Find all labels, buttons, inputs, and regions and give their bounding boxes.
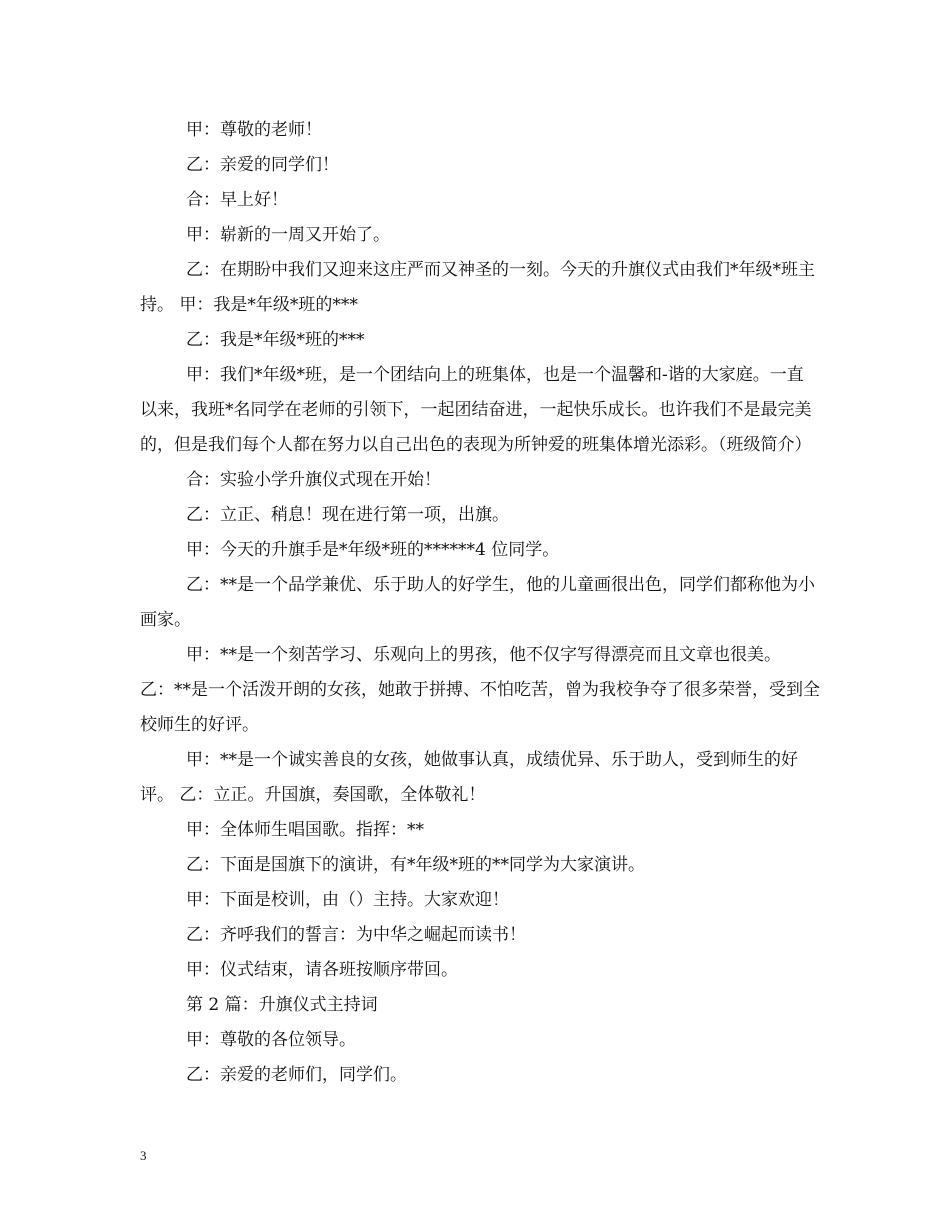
paragraph-17: 乙：齐呼我们的誓言：为中华之崛起而读书！ xyxy=(186,925,526,945)
paragraph-20: 甲：尊敬的各位领导。 xyxy=(186,1030,356,1050)
section-heading: 第 2 篇：升旗仪式主持词 xyxy=(186,995,378,1015)
paragraph-11: 乙：**是一个品学兼优、乐于助人的好学生，他的儿童画很出色，同学们都称他为小画家。 xyxy=(140,575,815,630)
paragraph-4: 甲：崭新的一周又开始了。 xyxy=(186,225,390,245)
paragraph-15: 乙：下面是国旗下的演讲，有*年级*班的**同学为大家演讲。 xyxy=(186,855,645,875)
paragraph-21: 乙：亲爱的老师们，同学们。 xyxy=(186,1065,407,1085)
paragraph-14: 甲：全体师生唱国歌。指挥：** xyxy=(186,820,424,840)
paragraph-12: 甲：**是一个刻苦学习、乐观向上的男孩，他不仅字写得漂亮而且文章也很美。 乙：**是一个活泼开朗的女孩，她敢于拼搏、不怕吃苦，曾为我校争夺了很多荣誉，受到全校师生的好评。 xyxy=(140,645,820,735)
paragraph-5: 乙：在期盼中我们又迎来这庄严而又神圣的一刻。今天的升旗仪式由我们*年级*班主持。 甲：我是*年级*班的*** xyxy=(140,260,815,315)
paragraph-9: 乙：立正、稍息！现在进行第一项，出旗。 xyxy=(186,505,509,525)
paragraph-6: 乙：我是*年级*班的*** xyxy=(186,330,365,350)
paragraph-7: 甲：我们*年级*班，是一个团结向上的班集体，也是一个温馨和-谐的大家庭。一直以来，我班*名同学在老师的引领下，一起团结奋进，一起快乐成长。也许我们不是最完美的，但是我们每个人都在努力以自己出色的表现为所钟爱的班集体增光添彩。（班级简介） xyxy=(140,365,812,455)
paragraph-10: 甲：今天的升旗手是*年级*班的******4 位同学。 xyxy=(186,540,560,560)
paragraph-1: 甲：尊敬的老师！ xyxy=(186,120,322,140)
paragraph-8: 合：实验小学升旗仪式现在开始！ xyxy=(186,470,441,490)
paragraph-13: 甲：**是一个诚实善良的女孩，她做事认真，成绩优异、乐于助人，受到师生的好评。 乙：立正。升国旗，奏国歌，全体敬礼！ xyxy=(140,750,798,805)
paragraph-3: 合：早上好！ xyxy=(186,190,288,210)
document-body xyxy=(140,113,820,1093)
paragraph-2: 乙：亲爱的同学们！ xyxy=(186,155,339,175)
paragraph-18: 甲：仪式结束，请各班按顺序带回。 xyxy=(186,960,458,980)
paragraph-16: 甲：下面是校训，由（）主持。大家欢迎！ xyxy=(186,890,509,910)
page-number: 3 xyxy=(140,1148,147,1163)
